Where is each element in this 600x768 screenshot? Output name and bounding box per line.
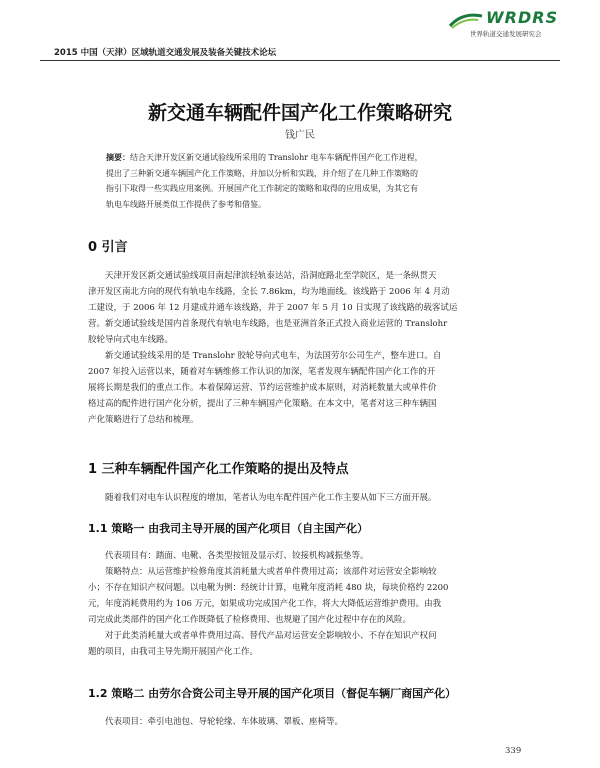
text-line: 2007 年投入运营以来，随着对车辆维修工作认识的加深，笔者发现车辆配件国产化工作的开 bbox=[88, 367, 436, 377]
text-line: 小；不存在知识产权问题。以电靴为例：经统计计算，电靴年度消耗 480 块，每块价格约 2200 bbox=[88, 583, 449, 593]
text-line: 司完成此类部件的国产化工作既降低了检修费用、也规避了国产化过程中存在的风险。 bbox=[88, 615, 412, 625]
text-line: 新交通试验线采用的是 Translohr 胶轮导向式电车，为法国劳尔公司生产，整车进口。自 bbox=[105, 351, 442, 361]
text-line: 津开发区南北方向的现代有轨电车线路，全长 7.86km，均为地面线。该线路于 2006 年 4 月动 bbox=[88, 287, 450, 297]
text-line: 策略特点：从运营维护检修角度其消耗量大或者单件费用过高；该部件对运营安全影响较 bbox=[105, 567, 437, 577]
abstract-label: 摘要： bbox=[106, 153, 130, 162]
page-number: 339 bbox=[505, 746, 522, 756]
section-0-paragraph-2 bbox=[88, 348, 516, 428]
text-line: 题的项目，由我司主导先期开展国产化工作。 bbox=[88, 647, 259, 657]
paper-title: 新交通车辆配件国产化工作策略研究 bbox=[147, 102, 452, 124]
text-line: 元，年度消耗费用约为 106 万元，如果成功完成国产化工作，将大大降低运营维护费用。由我 bbox=[88, 599, 442, 609]
section-0-paragraph-1 bbox=[88, 268, 516, 348]
text-line: 天津开发区新交通试验线项目南起津滨轻轨泰达站，沿洞庭路北至学院区，是一条纵贯天 bbox=[105, 271, 437, 281]
section-1-heading: 1 三种车辆配件国产化工作策略的提出及特点 bbox=[88, 462, 349, 477]
abstract-line: 结合天津开发区新交通试验线所采用的 Translohr 电车车辆配件国产化工作进程， bbox=[130, 153, 423, 162]
abstract-line: 提出了三种新交通车辆国产化工作策略，并加以分析和实践，并介绍了在几种工作策略的 bbox=[106, 168, 418, 178]
text-line: 随着我们对电车认识程度的增加，笔者认为电车配件国产化工作主要从如下三方面开展。 bbox=[105, 493, 437, 503]
text-line: 胶轮导向式电车线路。 bbox=[88, 335, 174, 345]
wrdrs-logo bbox=[448, 4, 576, 46]
text-line: 产化策略进行了总结和梳理。 bbox=[88, 415, 199, 425]
abstract bbox=[106, 150, 502, 212]
text-line: 营。新交通试验线是国内首条现代有轨电车线路，也是亚洲首条正式投入商业运营的 Translohr bbox=[88, 319, 448, 329]
text-line: 代表项目：牵引电池包、导轮轮缘、车体玻璃、罩板、座椅等。 bbox=[105, 717, 344, 727]
text-line: 代表项目有：踏面、电靴、各类型按钮及显示灯、铰接机构减振垫等。 bbox=[105, 551, 369, 561]
logo-subtitle: 世界轨道交通发展研究会 bbox=[470, 30, 542, 38]
subsection-1-2-body bbox=[88, 714, 516, 730]
paper-author: 钱广民 bbox=[285, 130, 315, 141]
text-line: 工建设，于 2006 年 12 月建成并通车该线路，并于 2007 年 5 月 10 日实现了该线路的载客试运 bbox=[88, 303, 458, 313]
subsection-1-2-heading: 1.2 策略二 由劳尔合资公司主导开展的国产化项目（督促车辆厂商国产化） bbox=[88, 687, 457, 700]
section-0-heading: 0 引言 bbox=[88, 240, 128, 255]
conference-header: 2015 中国（天津）区域轨道交通发展及装备关键技术论坛 bbox=[54, 48, 277, 58]
abstract-line: 指引下取得一些实践应用案例。开展国产化工作制定的策略和取得的应用成果，为其它有 bbox=[106, 184, 418, 193]
header-rule bbox=[40, 60, 560, 61]
text-line: 对于此类消耗量大或者单件费用过高、替代产品对运营安全影响较小、不存在知识产权问 bbox=[105, 631, 437, 641]
subsection-1-1-heading: 1.1 策略一 由我司主导开展的国产化项目（自主国产化） bbox=[88, 522, 369, 535]
text-line: 展将长期是我们的重点工作。本着保障运营、节约运营维护成本原则，对消耗数量大或单件价 bbox=[88, 383, 437, 393]
logo-swoosh-icon bbox=[448, 10, 484, 30]
logo-text: WRDRS bbox=[486, 8, 559, 27]
subsection-1-1-body bbox=[88, 548, 516, 660]
abstract-line: 轨电车线路开展类似工作提供了参考和借鉴。 bbox=[106, 199, 266, 209]
section-1-intro bbox=[88, 490, 516, 506]
text-line: 格过高的配件进行国产化分析，提出了三种车辆国产化策略。在本文中，笔者对这三种车辆国 bbox=[88, 399, 437, 409]
